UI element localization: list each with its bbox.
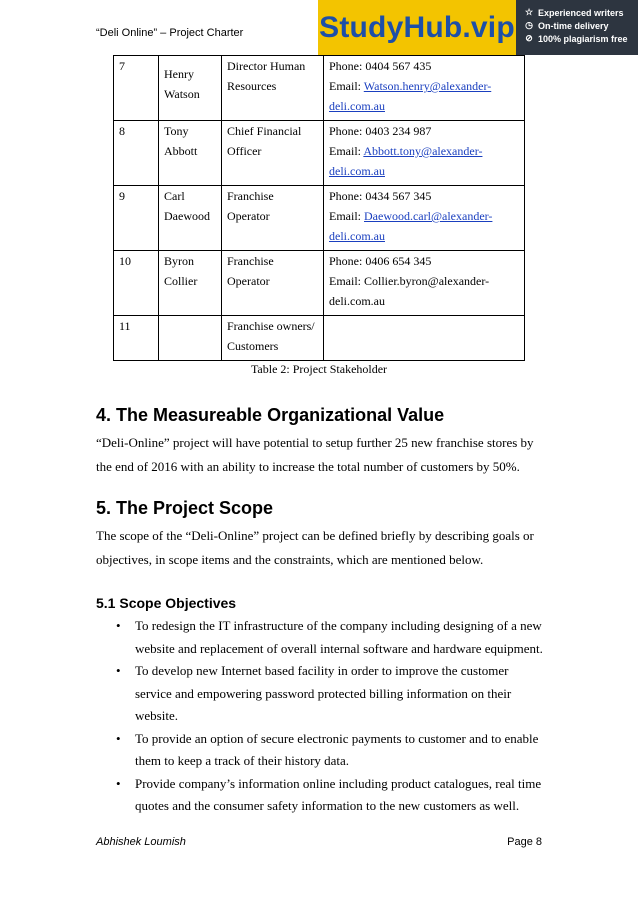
email-link[interactable]: deli.com.au: [329, 229, 385, 243]
feature-experienced-writers: [524, 6, 638, 19]
header-title: “Deli Online” – Project Charter: [96, 27, 244, 39]
stakeholder-name: Henry Watson: [159, 56, 222, 121]
email-link[interactable]: Watson.henry@alexander-: [363, 79, 492, 93]
stakeholder-contact: Phone: 0403 234 987 Email: Abbott.tony@alexander- deli.com.au: [324, 121, 525, 186]
stakeholder-contact: Phone: 0406 654 345 Email: Collier.byron@alexander- deli.com.au: [324, 251, 525, 316]
section-4-body: “Deli-Online” project will have potential to setup further 25 new franchise stores by the end of 2016 with an ability to increase the total number of customers by 50%.: [96, 435, 534, 474]
email-link[interactable]: Daewood.carl@alexander-: [364, 209, 493, 223]
row-number: 9: [114, 186, 159, 251]
stakeholder-role: Director Human Resources: [222, 56, 324, 121]
feature-label: On-time delivery: [538, 20, 609, 31]
email-link[interactable]: Abbott.tony@alexander-: [363, 144, 483, 158]
bullet-icon: •: [116, 663, 121, 678]
bullet-icon: •: [116, 618, 121, 633]
row-number: 7: [114, 56, 159, 121]
table-row: [114, 121, 525, 186]
table-row: [114, 186, 525, 251]
stakeholder-contact: [324, 316, 525, 361]
table-caption: Table 2: Project Stakeholder: [250, 362, 388, 376]
bullet-icon: •: [116, 730, 121, 746]
section-5-heading: 5. The Project Scope: [96, 498, 274, 518]
list-item: • To redesign the IT infrastructure of the company including designing of a new website and replacement of overall internal software and hardware equipment.: [96, 615, 546, 660]
stakeholder-role: Chief Financial Officer: [222, 121, 324, 186]
section-4-heading: 4. The Measureable Organizational Value: [96, 405, 445, 425]
email-link[interactable]: deli.com.au: [329, 99, 385, 113]
stakeholder-table: [113, 55, 525, 361]
feature-label: 100% plagiarism free: [538, 33, 628, 44]
section-5-1-heading: 5.1 Scope Objectives: [96, 595, 237, 611]
studyhub-logo[interactable]: StudyHub.vip: [318, 0, 516, 55]
scope-objectives-list: [96, 615, 546, 818]
banner-features: [516, 0, 638, 55]
stakeholder-role: Franchise Operator: [222, 186, 324, 251]
stakeholder-name: Carl Daewood: [159, 186, 222, 251]
stakeholder-name: Tony Abbott: [159, 121, 222, 186]
feature-on-time-delivery: [524, 19, 638, 32]
row-number: 10: [114, 251, 159, 316]
stakeholder-role: Franchise Operator: [222, 251, 324, 316]
stakeholder-contact: Phone: 0404 567 435 Email: Watson.henry@alexander- deli.com.au: [324, 56, 525, 121]
clock-icon: ◷: [525, 20, 533, 30]
bullet-icon: •: [116, 775, 121, 791]
check-doc-icon: ⊘: [525, 33, 533, 43]
feature-plagiarism-free: [524, 32, 638, 45]
stakeholder-name: [159, 316, 222, 361]
footer-author: Abhishek Loumish: [96, 836, 186, 848]
email-link[interactable]: deli.com.au: [329, 164, 385, 178]
star-icon: ☆: [524, 7, 534, 17]
feature-label: Experienced writers: [538, 7, 624, 18]
table-row: [114, 56, 525, 121]
section-5-body: The scope of the “Deli-Online” project can be defined briefly by describing goals or objectives, in scope items and the constraints, which are mentioned below.: [96, 528, 534, 567]
table-row: [114, 251, 525, 316]
row-number: 8: [114, 121, 159, 186]
list-item: • To develop new Internet based facility in order to improve the customer service and empowering password protected billing information on their website.: [96, 660, 546, 728]
table-row: [114, 316, 525, 361]
stakeholder-name: Byron Collier: [159, 251, 222, 316]
studyhub-banner[interactable]: [318, 0, 638, 55]
row-number: 11: [114, 316, 159, 361]
list-item: • Provide company’s information online including product catalogues, real time quotes and the consumer safety information to the new customers as well.: [96, 773, 546, 818]
list-item: • To provide an option of secure electronic payments to customer and to enable them to keep a track of their history data.: [96, 728, 546, 773]
stakeholder-contact: Phone: 0434 567 345 Email: Daewood.carl@alexander- deli.com.au: [324, 186, 525, 251]
footer-page-number: Page 8: [507, 836, 542, 848]
stakeholder-role: Franchise owners/ Customers: [222, 316, 324, 361]
